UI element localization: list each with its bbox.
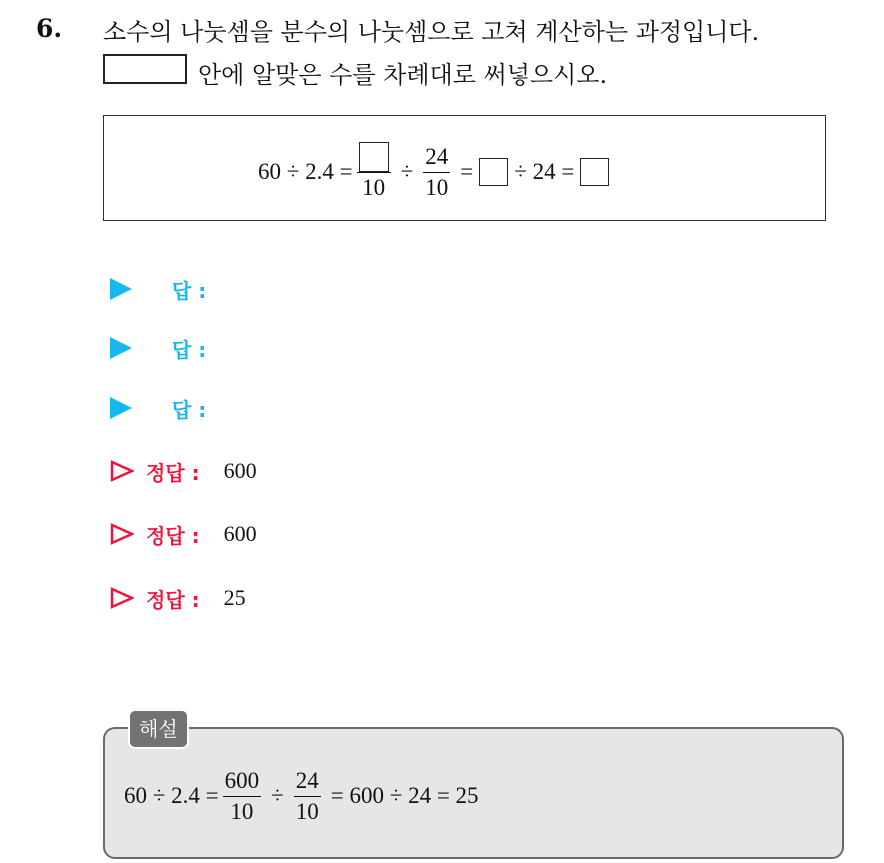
answer-row-3[interactable]	[110, 393, 206, 423]
play-triangle-icon	[110, 337, 132, 359]
play-triangle-icon	[110, 397, 132, 419]
equation-left: 60 ÷ 2.4 =	[258, 159, 353, 184]
answer-blank-2[interactable]	[479, 158, 508, 186]
fraction-2-denominator: 10	[425, 174, 449, 200]
explanation-fraction-1-numerator: 600	[224, 767, 260, 793]
explanation-tab: 해설	[128, 709, 189, 749]
fraction-2-numerator: 24	[425, 143, 449, 169]
explanation-equation	[124, 762, 485, 830]
question-text-line1: 소수의 나눗셈을 분수의 나눗셈으로 고쳐 계산하는 과정입니다.	[103, 18, 760, 46]
correct-label: 정답 :	[146, 523, 200, 548]
correct-value: 600	[223, 521, 257, 546]
outline-triangle-icon	[110, 523, 134, 545]
outline-triangle-icon	[110, 587, 134, 609]
fraction-1	[357, 142, 391, 203]
play-triangle-icon	[110, 278, 132, 300]
explanation-fraction-2-numerator: 24	[295, 767, 319, 793]
blank-box-icon	[103, 54, 187, 84]
correct-row-2	[110, 519, 257, 549]
problem-equation	[258, 138, 609, 206]
answer-row-2[interactable]	[110, 333, 206, 363]
correct-label: 정답 :	[146, 587, 200, 612]
explanation-fraction-1-denominator: 10	[230, 798, 254, 824]
explanation-left: 60 ÷ 2.4 =	[124, 783, 219, 808]
answer-blank-3[interactable]	[580, 158, 609, 186]
answer-label: 답 :	[172, 397, 207, 422]
correct-row-1	[110, 456, 257, 486]
correct-value: 25	[223, 585, 246, 610]
correct-value: 600	[223, 458, 257, 483]
correct-label: 정답 :	[146, 460, 200, 485]
fraction-1-denominator: 10	[362, 174, 386, 200]
divide-sign: ÷	[271, 783, 284, 808]
outline-triangle-icon	[110, 460, 134, 482]
divide-sign: ÷	[400, 159, 414, 184]
divide-24-equals: ÷ 24 =	[514, 159, 575, 184]
explanation-right: = 600 ÷ 24 = 25	[330, 783, 479, 808]
explanation-fraction-1	[223, 766, 262, 827]
question-number: 6.	[36, 14, 63, 43]
answer-row-1[interactable]	[110, 274, 206, 304]
explanation-fraction-2	[294, 766, 321, 827]
equals-sign: =	[460, 159, 474, 184]
explanation-fraction-2-denominator: 10	[295, 798, 319, 824]
answer-blank-1[interactable]	[359, 142, 389, 172]
question-text-line2: 안에 알맞은 수를 차례대로 써넣으시오.	[198, 61, 608, 89]
correct-row-3	[110, 583, 246, 613]
answer-label: 답 :	[172, 278, 207, 303]
answer-label: 답 :	[172, 337, 207, 362]
fraction-2	[423, 142, 450, 203]
